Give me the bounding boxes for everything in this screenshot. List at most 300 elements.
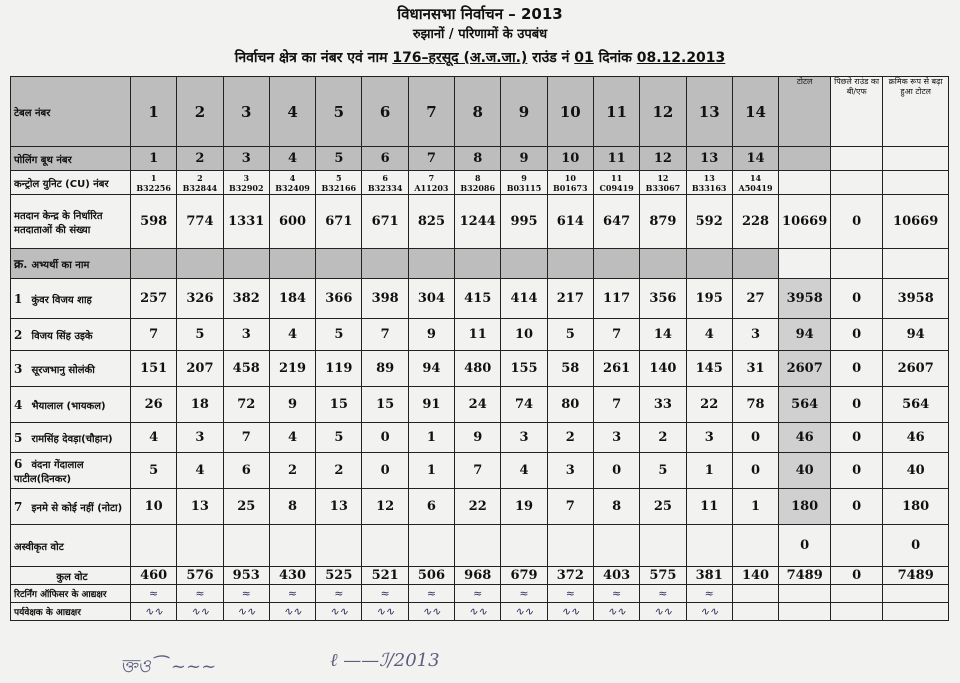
vote-count: 10 bbox=[131, 489, 177, 525]
electors-count: 774 bbox=[177, 195, 223, 249]
initial-scribble: ∿∿ bbox=[422, 605, 441, 618]
vote-count: 0 bbox=[732, 453, 778, 489]
booth-number: 12 bbox=[640, 147, 686, 171]
cu-booth: 12 bbox=[657, 172, 669, 183]
booth-number: 11 bbox=[593, 147, 639, 171]
blank-cell bbox=[883, 585, 949, 603]
candidate-sr: 2 bbox=[14, 327, 23, 342]
vote-count: 195 bbox=[686, 279, 732, 319]
table-number: 11 bbox=[593, 77, 639, 147]
vote-count: 78 bbox=[732, 387, 778, 423]
cu-code: B32334 bbox=[367, 182, 403, 193]
total-votes-sum: 7489 bbox=[779, 567, 831, 585]
cu-booth: 8 bbox=[474, 172, 481, 183]
blank-cell bbox=[593, 525, 639, 567]
candidate-prev: 0 bbox=[831, 423, 883, 453]
candidate-name: इनमे से कोई नहीं (नोटा) bbox=[31, 502, 123, 514]
ro-initials bbox=[131, 585, 177, 603]
vote-count: 2 bbox=[640, 423, 686, 453]
vote-count: 89 bbox=[362, 351, 408, 387]
blank-cell bbox=[131, 525, 177, 567]
blank-cell bbox=[686, 525, 732, 567]
cu-number bbox=[501, 171, 547, 195]
initial-scribble: ≈ bbox=[149, 587, 159, 600]
blank-cell bbox=[223, 249, 269, 279]
vote-count: 155 bbox=[501, 351, 547, 387]
cu-number bbox=[177, 171, 223, 195]
vote-count: 15 bbox=[316, 387, 362, 423]
vote-count: 2 bbox=[269, 453, 315, 489]
vote-count: 3 bbox=[547, 453, 593, 489]
electors-count: 228 bbox=[732, 195, 778, 249]
candidate-cumulative: 46 bbox=[883, 423, 949, 453]
booth-number: 6 bbox=[362, 147, 408, 171]
total-votes-cumulative: 7489 bbox=[883, 567, 949, 585]
table-number: 12 bbox=[640, 77, 686, 147]
initial-scribble: ∿∿ bbox=[607, 605, 626, 618]
blank-cell bbox=[408, 249, 454, 279]
total-votes-label: कुल वोट bbox=[11, 567, 131, 585]
candidate-cumulative: 40 bbox=[883, 453, 949, 489]
vote-count: 5 bbox=[316, 423, 362, 453]
vote-count: 5 bbox=[177, 319, 223, 351]
cu-number bbox=[223, 171, 269, 195]
booth-row bbox=[11, 147, 949, 171]
vote-count: 7 bbox=[362, 319, 408, 351]
initial-scribble: ∿∿ bbox=[699, 605, 719, 618]
table-number: 6 bbox=[362, 77, 408, 147]
vote-count: 13 bbox=[177, 489, 223, 525]
blank-cell bbox=[779, 171, 831, 195]
candidate-row bbox=[11, 319, 949, 351]
electors-label: मतदान केन्द्र के निर्धारित मतदाताओं की संख्या bbox=[11, 195, 131, 249]
cu-number bbox=[316, 171, 362, 195]
cu-number bbox=[593, 171, 639, 195]
booth-number: 7 bbox=[408, 147, 454, 171]
table-number: 14 bbox=[732, 77, 778, 147]
observer-initials bbox=[269, 603, 315, 621]
vote-count: 58 bbox=[547, 351, 593, 387]
electors-cumulative: 10669 bbox=[883, 195, 949, 249]
observer-initials bbox=[501, 603, 547, 621]
initial-scribble: ∿∿ bbox=[468, 605, 487, 618]
vote-count: 22 bbox=[455, 489, 501, 525]
cu-code: B32166 bbox=[321, 182, 357, 193]
observer-initials bbox=[223, 603, 269, 621]
cu-number bbox=[547, 171, 593, 195]
blank-cell bbox=[883, 249, 949, 279]
round-number: 01 bbox=[574, 50, 594, 66]
vote-count: 207 bbox=[177, 351, 223, 387]
initial-scribble: ≈ bbox=[334, 587, 344, 600]
electors-count: 995 bbox=[501, 195, 547, 249]
cumulative-header: क्रमिक रूप से बढ़ा हुआ टोटल bbox=[883, 77, 949, 147]
vote-count: 458 bbox=[223, 351, 269, 387]
candidate-cell bbox=[11, 351, 131, 387]
cu-booth: 13 bbox=[703, 172, 715, 183]
candidate-row bbox=[11, 387, 949, 423]
observer-sign-row bbox=[11, 603, 949, 621]
total-votes-count: 525 bbox=[316, 567, 362, 585]
vote-count: 10 bbox=[501, 319, 547, 351]
vote-count: 33 bbox=[640, 387, 686, 423]
cu-booth: 10 bbox=[564, 172, 576, 183]
initial-scribble: ≈ bbox=[704, 587, 714, 600]
blank-cell bbox=[831, 603, 883, 621]
observer-initials bbox=[362, 603, 408, 621]
booth-number: 4 bbox=[269, 147, 315, 171]
booth-number: 14 bbox=[732, 147, 778, 171]
initial-scribble: ≈ bbox=[287, 587, 298, 600]
vote-count: 4 bbox=[501, 453, 547, 489]
line-prefix: निर्वाचन क्षेत्र का नंबर एवं नाम bbox=[234, 50, 388, 66]
initial-scribble: ≈ bbox=[519, 587, 529, 600]
cu-code: A11203 bbox=[414, 182, 449, 193]
blank-cell bbox=[883, 171, 949, 195]
table-number: 7 bbox=[408, 77, 454, 147]
vote-count: 4 bbox=[686, 319, 732, 351]
vote-count: 145 bbox=[686, 351, 732, 387]
candidate-prev: 0 bbox=[831, 387, 883, 423]
blank-cell bbox=[501, 249, 547, 279]
observer-initials bbox=[593, 603, 639, 621]
booth-number: 1 bbox=[131, 147, 177, 171]
vote-count: 117 bbox=[593, 279, 639, 319]
vote-count: 356 bbox=[640, 279, 686, 319]
vote-count: 366 bbox=[316, 279, 362, 319]
candidate-name: कुंवर विजय शाह bbox=[31, 294, 92, 306]
vote-count: 9 bbox=[408, 319, 454, 351]
initial-scribble: ∿∿ bbox=[283, 605, 302, 618]
cu-number bbox=[455, 171, 501, 195]
blank-cell bbox=[501, 525, 547, 567]
electors-count: 598 bbox=[131, 195, 177, 249]
vote-count: 4 bbox=[269, 319, 315, 351]
blank-cell bbox=[732, 525, 778, 567]
total-votes-count: 372 bbox=[547, 567, 593, 585]
vote-count: 19 bbox=[501, 489, 547, 525]
blank-cell bbox=[269, 525, 315, 567]
electors-count: 614 bbox=[547, 195, 593, 249]
vote-count: 7 bbox=[593, 319, 639, 351]
vote-count: 9 bbox=[455, 423, 501, 453]
initial-scribble: ∿∿ bbox=[653, 605, 673, 618]
initial-scribble: ≈ bbox=[612, 587, 622, 600]
vote-count: 219 bbox=[269, 351, 315, 387]
vote-count: 304 bbox=[408, 279, 454, 319]
ro-initials bbox=[593, 585, 639, 603]
blank-cell bbox=[362, 525, 408, 567]
ro-initials bbox=[269, 585, 315, 603]
booth-number: 2 bbox=[177, 147, 223, 171]
cu-booth: 6 bbox=[382, 172, 388, 183]
round-date: 08.12.2013 bbox=[636, 50, 726, 66]
candidate-total: 3958 bbox=[779, 279, 831, 319]
blank-cell bbox=[640, 525, 686, 567]
blank-cell bbox=[831, 525, 883, 567]
cu-code: B03115 bbox=[506, 182, 542, 193]
vote-count: 22 bbox=[686, 387, 732, 423]
candidate-prev: 0 bbox=[831, 453, 883, 489]
prev-round-header: पिछले राउंड का बी/एफ bbox=[831, 77, 883, 147]
ro-initials bbox=[316, 585, 362, 603]
rejected-cumulative: 0 bbox=[883, 525, 949, 567]
booth-label: पोलिंग बूथ नंबर bbox=[11, 147, 131, 171]
observer-initials bbox=[177, 603, 223, 621]
ro-initials bbox=[177, 585, 223, 603]
ro-sign-label: रिटर्निंग ऑफिसर के आद्यक्षर bbox=[11, 585, 131, 603]
candidate-row bbox=[11, 489, 949, 525]
cu-code: C09419 bbox=[599, 182, 634, 193]
vote-count: 119 bbox=[316, 351, 362, 387]
total-votes-count: 521 bbox=[362, 567, 408, 585]
vote-count: 326 bbox=[177, 279, 223, 319]
vote-count: 0 bbox=[362, 423, 408, 453]
initial-scribble: ∿∿ bbox=[144, 605, 163, 618]
vote-count: 140 bbox=[640, 351, 686, 387]
constituency-line bbox=[0, 48, 960, 67]
cu-booth: 9 bbox=[521, 172, 527, 183]
vote-count: 5 bbox=[640, 453, 686, 489]
candidate-prev: 0 bbox=[831, 351, 883, 387]
vote-count: 0 bbox=[593, 453, 639, 489]
candidate-sr: 3 bbox=[14, 361, 23, 376]
candidate-cell bbox=[11, 319, 131, 351]
cu-booth: 11 bbox=[611, 172, 623, 183]
vote-count: 14 bbox=[640, 319, 686, 351]
total-votes-count: 506 bbox=[408, 567, 454, 585]
vote-count: 382 bbox=[223, 279, 269, 319]
blank-cell bbox=[883, 147, 949, 171]
total-votes-count: 576 bbox=[177, 567, 223, 585]
candidate-header-row bbox=[11, 249, 949, 279]
blank-cell bbox=[362, 249, 408, 279]
vote-count: 7 bbox=[547, 489, 593, 525]
blank-cell bbox=[831, 585, 883, 603]
cu-code: A50419 bbox=[738, 182, 773, 193]
initial-scribble: ∿∿ bbox=[561, 605, 580, 618]
vote-count: 12 bbox=[362, 489, 408, 525]
booth-number: 3 bbox=[223, 147, 269, 171]
candidate-name: भैयालाल (भायकल) bbox=[31, 400, 106, 412]
table-number: 8 bbox=[455, 77, 501, 147]
vote-count: 74 bbox=[501, 387, 547, 423]
date-label: दिनांक bbox=[598, 50, 632, 66]
initial-scribble: ∿∿ bbox=[329, 605, 349, 618]
table-number: 13 bbox=[686, 77, 732, 147]
blank-cell bbox=[640, 249, 686, 279]
total-votes-prev: 0 bbox=[831, 567, 883, 585]
signature-scribble: ক্তও⁀ ~~~ bbox=[120, 656, 217, 677]
blank-cell bbox=[883, 603, 949, 621]
vote-count: 3 bbox=[593, 423, 639, 453]
vote-count: 91 bbox=[408, 387, 454, 423]
vote-count: 415 bbox=[455, 279, 501, 319]
candidate-sr: 6 bbox=[14, 456, 23, 471]
ro-sign-row bbox=[11, 585, 949, 603]
table-number-row bbox=[11, 77, 949, 147]
cu-code: B33067 bbox=[645, 182, 681, 193]
observer-initials bbox=[732, 603, 778, 621]
vote-count: 6 bbox=[223, 453, 269, 489]
vote-count: 3 bbox=[732, 319, 778, 351]
initial-scribble: ∿∿ bbox=[375, 605, 395, 618]
vote-count: 184 bbox=[269, 279, 315, 319]
vote-count: 1 bbox=[732, 489, 778, 525]
vote-count: 5 bbox=[131, 453, 177, 489]
cu-number bbox=[362, 171, 408, 195]
initial-scribble: ≈ bbox=[473, 587, 483, 600]
vote-count: 13 bbox=[316, 489, 362, 525]
vote-count: 5 bbox=[547, 319, 593, 351]
ro-initials bbox=[640, 585, 686, 603]
total-header: टोटल bbox=[779, 77, 831, 147]
candidate-total: 40 bbox=[779, 453, 831, 489]
ro-initials bbox=[732, 585, 778, 603]
vote-count: 6 bbox=[408, 489, 454, 525]
vote-count: 1 bbox=[408, 453, 454, 489]
vote-count: 2 bbox=[547, 423, 593, 453]
observer-sign-label: पर्यवेक्षक के आद्यक्षर bbox=[11, 603, 131, 621]
initial-scribble: ≈ bbox=[426, 587, 437, 600]
vote-count: 7 bbox=[131, 319, 177, 351]
candidate-cumulative: 564 bbox=[883, 387, 949, 423]
booth-number: 10 bbox=[547, 147, 593, 171]
ro-initials bbox=[686, 585, 732, 603]
electors-total: 10669 bbox=[779, 195, 831, 249]
ro-initials bbox=[455, 585, 501, 603]
candidate-sr: 7 bbox=[14, 499, 23, 514]
observer-initials bbox=[640, 603, 686, 621]
table-number: 2 bbox=[177, 77, 223, 147]
blank-cell bbox=[779, 147, 831, 171]
blank-cell bbox=[779, 249, 831, 279]
vote-count: 1 bbox=[686, 453, 732, 489]
vote-count: 72 bbox=[223, 387, 269, 423]
total-votes-count: 430 bbox=[269, 567, 315, 585]
total-votes-count: 381 bbox=[686, 567, 732, 585]
observer-initials bbox=[408, 603, 454, 621]
blank-cell bbox=[779, 603, 831, 621]
cu-number bbox=[686, 171, 732, 195]
total-votes-count: 403 bbox=[593, 567, 639, 585]
candidate-total: 564 bbox=[779, 387, 831, 423]
candidate-row bbox=[11, 453, 949, 489]
initial-scribble: ∿∿ bbox=[514, 605, 534, 618]
candidate-prev: 0 bbox=[831, 489, 883, 525]
electors-count: 825 bbox=[408, 195, 454, 249]
initial-scribble: ≈ bbox=[658, 587, 668, 600]
blank-cell bbox=[269, 249, 315, 279]
cu-code: B33163 bbox=[691, 182, 727, 193]
vote-count: 3 bbox=[177, 423, 223, 453]
candidate-row bbox=[11, 423, 949, 453]
total-votes-count: 968 bbox=[455, 567, 501, 585]
vote-count: 26 bbox=[131, 387, 177, 423]
vote-count: 7 bbox=[223, 423, 269, 453]
cu-label: कन्ट्रोल युनिट (CU) नंबर bbox=[11, 171, 131, 195]
table-number: 10 bbox=[547, 77, 593, 147]
table-number: 9 bbox=[501, 77, 547, 147]
cu-booth: 4 bbox=[289, 172, 296, 183]
table-number: 3 bbox=[223, 77, 269, 147]
vote-count: 8 bbox=[269, 489, 315, 525]
vote-count: 11 bbox=[455, 319, 501, 351]
signature-date-scribble: ℓ ——ℐ/2013 bbox=[330, 650, 440, 671]
vote-count: 0 bbox=[732, 423, 778, 453]
blank-cell bbox=[732, 249, 778, 279]
vote-count: 8 bbox=[593, 489, 639, 525]
observer-initials bbox=[686, 603, 732, 621]
cu-code: B32086 bbox=[460, 182, 496, 193]
electors-count: 879 bbox=[640, 195, 686, 249]
initial-scribble: ≈ bbox=[565, 587, 575, 600]
candidate-row bbox=[11, 351, 949, 387]
vote-count: 7 bbox=[593, 387, 639, 423]
table-number: 5 bbox=[316, 77, 362, 147]
blank-cell bbox=[177, 525, 223, 567]
blank-cell bbox=[316, 249, 362, 279]
vote-count: 3 bbox=[223, 319, 269, 351]
candidate-name-label: अभ्यर्थी का नाम bbox=[31, 260, 90, 271]
cu-code: B32902 bbox=[228, 182, 264, 193]
candidate-name: रामसिंह देवड़ा(चौहान) bbox=[31, 433, 113, 445]
blank-cell bbox=[686, 249, 732, 279]
cu-booth: 1 bbox=[150, 172, 157, 183]
candidate-prev: 0 bbox=[831, 279, 883, 319]
candidate-sr: 5 bbox=[14, 430, 23, 445]
vote-count: 11 bbox=[686, 489, 732, 525]
vote-count: 31 bbox=[732, 351, 778, 387]
initial-scribble: ∿∿ bbox=[237, 605, 256, 618]
cu-code: B32844 bbox=[182, 182, 218, 193]
electors-count: 1331 bbox=[223, 195, 269, 249]
blank-cell bbox=[455, 249, 501, 279]
blank-cell bbox=[547, 249, 593, 279]
blank-cell bbox=[831, 249, 883, 279]
page-subtitle: रुझानों / परिणामों के उपबंध bbox=[412, 27, 548, 42]
booth-number: 9 bbox=[501, 147, 547, 171]
total-votes-row bbox=[11, 567, 949, 585]
cu-number bbox=[732, 171, 778, 195]
initial-scribble: ≈ bbox=[380, 587, 390, 600]
blank-cell bbox=[547, 525, 593, 567]
observer-initials bbox=[547, 603, 593, 621]
electors-prev: 0 bbox=[831, 195, 883, 249]
cu-code: B32409 bbox=[275, 182, 310, 193]
blank-cell bbox=[316, 525, 362, 567]
cu-booth: 3 bbox=[243, 172, 250, 183]
electors-count: 671 bbox=[362, 195, 408, 249]
vote-count: 24 bbox=[455, 387, 501, 423]
cu-number bbox=[408, 171, 454, 195]
vote-count: 94 bbox=[408, 351, 454, 387]
blank-cell bbox=[408, 525, 454, 567]
rejected-label: अस्वीकृत वोट bbox=[11, 525, 131, 567]
vote-count: 7 bbox=[455, 453, 501, 489]
candidate-cumulative: 94 bbox=[883, 319, 949, 351]
sr-label: क्र. bbox=[14, 257, 28, 271]
vote-count: 80 bbox=[547, 387, 593, 423]
electors-count: 671 bbox=[316, 195, 362, 249]
vote-count: 151 bbox=[131, 351, 177, 387]
candidate-cumulative: 3958 bbox=[883, 279, 949, 319]
cu-number bbox=[131, 171, 177, 195]
vote-count: 4 bbox=[131, 423, 177, 453]
total-votes-count: 140 bbox=[732, 567, 778, 585]
vote-count: 27 bbox=[732, 279, 778, 319]
candidate-total: 2607 bbox=[779, 351, 831, 387]
